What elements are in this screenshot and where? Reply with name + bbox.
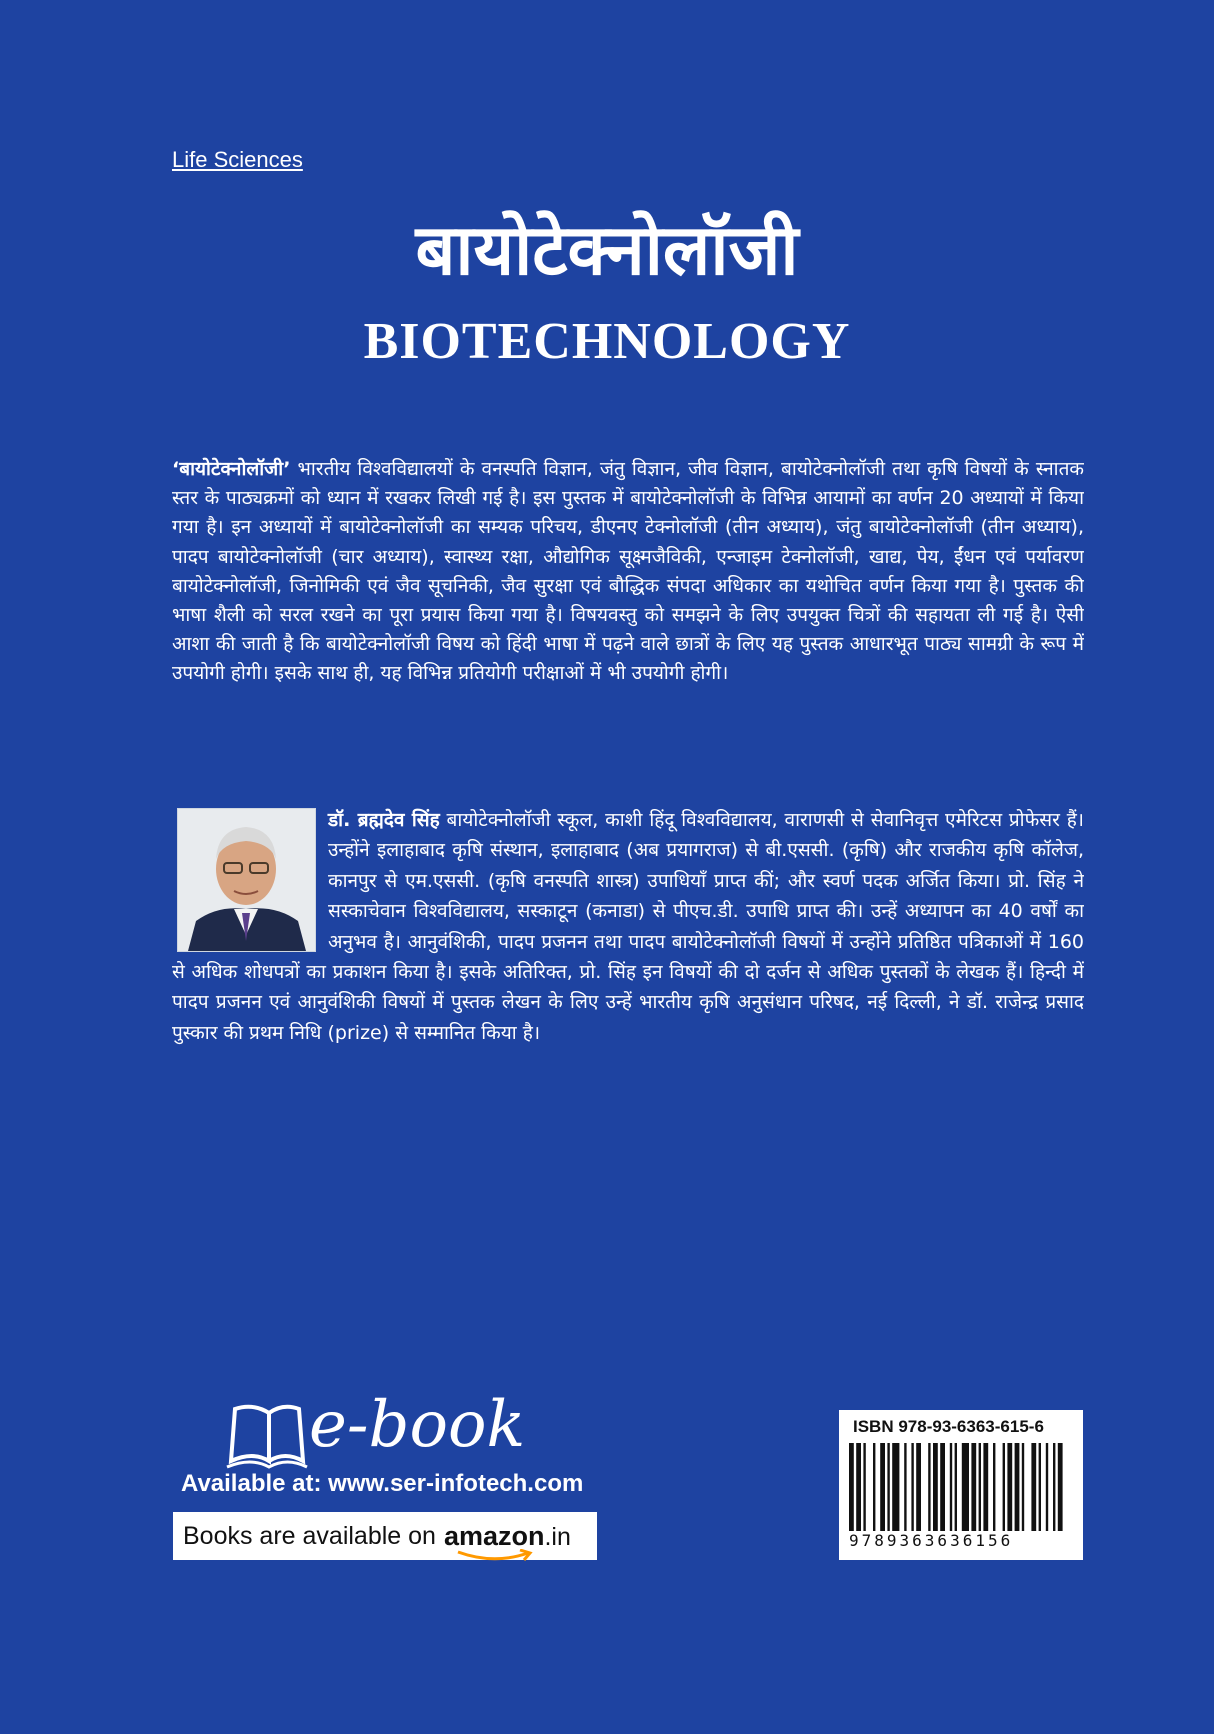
barcode-bar	[1046, 1443, 1048, 1531]
barcode-bar	[955, 1443, 957, 1531]
barcode-bar	[849, 1443, 854, 1531]
barcode-bar	[940, 1443, 945, 1531]
barcode-bar	[904, 1443, 906, 1531]
barcode-bar	[950, 1443, 952, 1531]
available-at: Available at: www.ser-infotech.com	[181, 1470, 584, 1497]
barcode-bar	[993, 1443, 995, 1531]
barcode-bar	[1039, 1443, 1041, 1531]
barcode-bar	[873, 1443, 875, 1531]
barcode-icon	[849, 1443, 1073, 1531]
barcode-bar	[1022, 1443, 1024, 1531]
barcode-bar	[856, 1443, 861, 1531]
isbn-label: ISBN 978-93-6363-615-6	[853, 1417, 1044, 1436]
amazon-smile-icon	[456, 1549, 536, 1563]
amazon-logo	[444, 1521, 571, 1552]
barcode-bar	[1003, 1443, 1005, 1531]
author-bio-text: बायोटेक्नोलॉजी स्कूल, काशी हिंदू विश्वविद्यालय, वाराणसी से सेवानिवृत्त एमेरिटस प्रोफेसर हैं। उन्होंने इलाहाबाद कृषि संस्थान, इलाहाबाद (अब प्रयागराज) से बी.एससी. (कृषि) और राजकीय कृषि कॉलेज, कानपुर से एम.एससी. (कृषि वनस्पति शास्त्र) उपाधियाँ प्राप्त कीं; और स्वर्ण पदक अर्जित किया। प्रो. सिंह ने सस्काचेवान विश्वविद्यालय, सस्काटून (कनाडा) से पीएच.डी. उपाधि प्राप्त की। उन्हें अध्यापन का 40 वर्षों का अनुभव है। आनुवंशिकी, पादप प्रजनन तथा पादप बायोटेक्नोलॉजी विषयों में उन्होंने प्रतिष्ठित पत्रिकाओं में 160 से अधिक शोधपत्रों का प्रकाशन किया है। इसके अतिरिक्त, प्रो. सिंह इन विषयों की दो दर्जन से अधिक पुस्तकों के लेखक हैं। हिन्दी में पादप प्रजनन एवं आनुवंशिकी विषयों में पुस्तक लेखन के लिए उन्हें भारतीय कृषि अनुसंधान परिषद, नई दिल्ली, ने डॉ. राजेन्द्र प्रसाद पुस्कार की प्रथम निधि (prize) से सम्मानित किया है।	[172, 809, 1084, 1044]
open-book-icon	[225, 1395, 309, 1473]
barcode-bar	[863, 1443, 865, 1531]
barcode-bar	[1031, 1443, 1036, 1531]
barcode-bar	[979, 1443, 981, 1531]
description-lead: ‘बायोटेक्नोलॉजी’	[172, 458, 291, 480]
barcode-bar	[1053, 1443, 1055, 1531]
amazon-brand-text: amazon	[443, 1520, 545, 1551]
amazon-banner-text: Books are available on	[183, 1521, 436, 1550]
author-name: डॉ. ब्रह्मदेव सिंह	[328, 809, 440, 831]
barcode-bar	[916, 1443, 921, 1531]
barcode-bar	[971, 1443, 976, 1531]
book-description	[172, 455, 1084, 775]
barcode-bar	[928, 1443, 930, 1531]
isbn-digits: 9789363636156	[849, 1531, 1014, 1550]
description-text: भारतीय विश्वविद्यालयों के वनस्पति विज्ञान, जंतु विज्ञान, जीव विज्ञान, बायोटेक्नोलॉजी तथा कृषि विषयों के स्नातक स्तर के पाठ्यक्रमों को ध्यान में रखकर लिखी गई है। इस पुस्तक में बायोटेक्नोलॉजी के विभिन्न आयामों का वर्णन 20 अध्यायों में किया गया है। इन अध्यायों में बायोटेक्नोलॉजी का सम्यक परिचय, डीएनए टेक्नोलॉजी (तीन अध्याय), जंतु बायोटेक्नोलॉजी (तीन अध्याय), पादप बायोटेक्नोलॉजी (चार अध्याय), स्वास्थ्य रक्षा, औद्योगिक सूक्ष्मजैविकी, एन्जाइम टेक्नोलॉजी, खाद्य, पेय, ईंधन एवं पर्यावरण बायोटेक्नोलॉजी, जिनोमिकी एवं जैव सूचनिकी, जैव सुरक्षा एवं बौद्धिक संपदा अधिकार का यथोचित वर्णन किया गया है। पुस्तक की भाषा शैली को सरल रखने का पूरा प्रयास किया गया है। विषयवस्तु को समझने के लिए उपयुक्त चित्रों की सहायता ली गई है। ऐसी आशा की जाती है कि बायोटेक्नोलॉजी विषय को हिंदी भाषा में पढ़ने वाले छात्रों के लिए यह पुस्तक आधारभूत पाठ्य सामग्री के रूप में उपयोगी होगी। इसके साथ ही, यह विभिन्न प्रतियोगी परीक्षाओं में भी उपयोगी होगी।	[172, 458, 1084, 685]
ebook-logo-text: e-book	[309, 1388, 526, 1462]
barcode-bar	[1015, 1443, 1020, 1531]
barcode-bar	[983, 1443, 988, 1531]
amazon-banner	[173, 1512, 597, 1560]
barcode-bar	[1058, 1443, 1063, 1531]
barcode-bar	[911, 1443, 913, 1531]
barcode-bar	[962, 1443, 969, 1531]
isbn-barcode-box	[839, 1410, 1083, 1560]
barcode-bar	[887, 1443, 889, 1531]
barcode-bar	[880, 1443, 885, 1531]
author-photo	[177, 808, 316, 952]
barcode-bar	[892, 1443, 899, 1531]
title-hindi: बायोटेक्नोलॉजी	[415, 209, 799, 291]
title-english: BIOTECHNOLOGY	[363, 313, 851, 370]
ebook-logo	[225, 1388, 555, 1473]
amazon-domain-suffix: .in	[544, 1522, 571, 1551]
barcode-bar	[1007, 1443, 1012, 1531]
category-label: Life Sciences	[172, 147, 303, 172]
barcode-bar	[933, 1443, 938, 1531]
